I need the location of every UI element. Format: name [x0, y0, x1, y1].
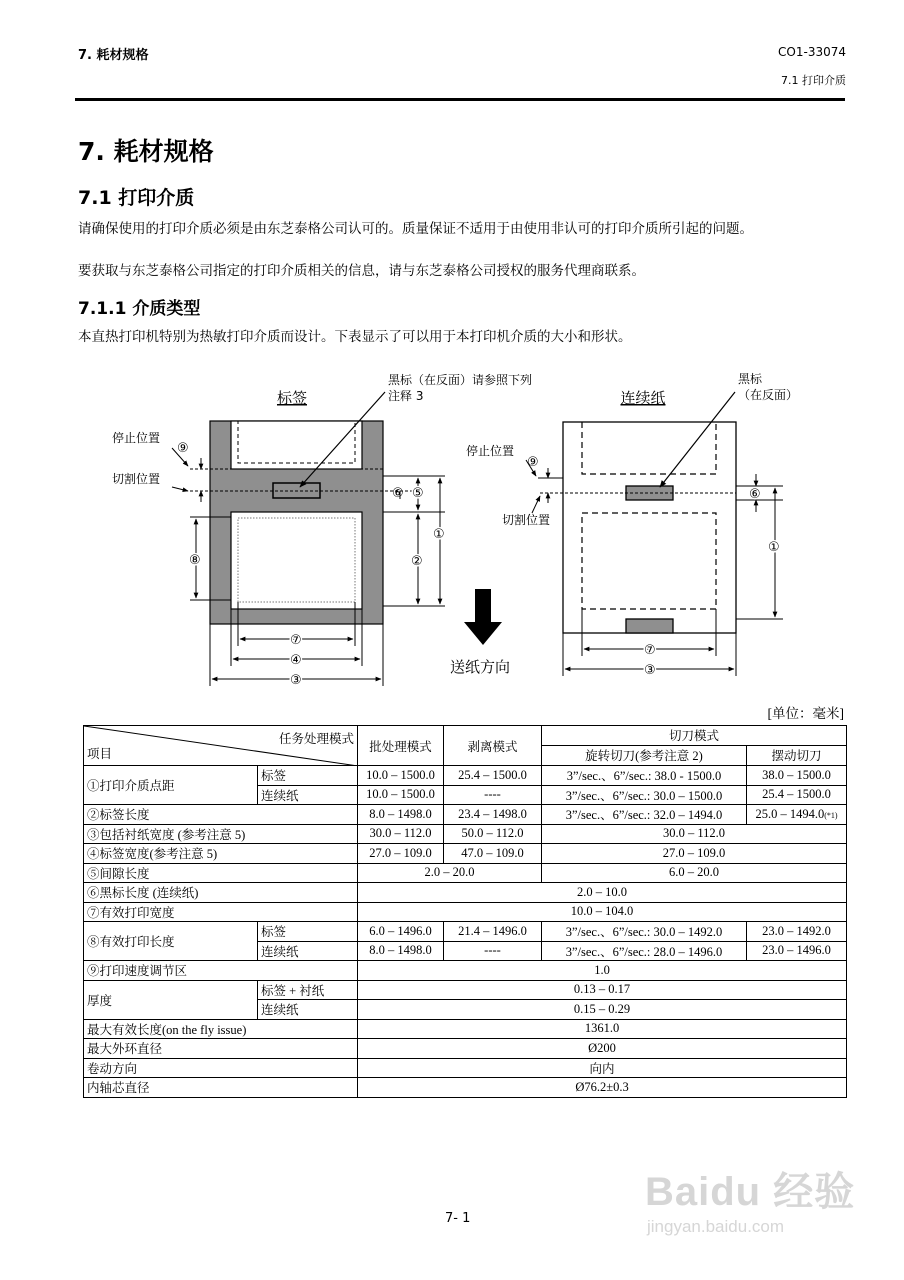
label-title: 标签 [276, 389, 308, 407]
svg-text:③: ③ [290, 673, 302, 688]
chapter-title: 7. 耗材规格 [78, 137, 214, 166]
table-header-row-2: 旋转切刀(参考注意 2) 摆动切刀 [84, 745, 847, 765]
svg-text:⑦: ⑦ [290, 633, 302, 648]
table-row: ⑨打印速度调节区 1.0 [84, 961, 847, 981]
svg-text:注释 3: 注释 3 [388, 389, 424, 403]
svg-text:④: ④ [290, 653, 302, 668]
table-row: 连续纸 10.0 – 1500.0 ---- 3”/sec.、6”/sec.: 30.0 – 1500.0 25.4 – 1500.0 [84, 785, 847, 805]
table-row: ②标签长度 8.0 – 1498.0 23.4 – 1498.0 3”/sec.、6”/sec.: 32.0 – 1494.0 25.0 – 1494.0(*1) [84, 805, 847, 825]
unit-label: [单位：毫米] [767, 706, 844, 721]
svg-text:①: ① [433, 527, 445, 542]
svg-text:③: ③ [644, 663, 656, 678]
paragraph-quality: 请确保使用的打印介质必须是由东芝泰格公司认可的。质量保证不适用于由使用非认可的打印介质所引起的问题。 [78, 221, 753, 237]
svg-text:送纸方向: 送纸方向 [450, 658, 511, 676]
table-row: ⑦有效打印宽度 10.0 – 104.0 [84, 902, 847, 922]
svg-text:⑨: ⑨ [527, 455, 539, 470]
table-row: 最大有效长度(on the fly issue) 1361.0 [84, 1019, 847, 1039]
table-header-row-1: 任务处理模式 项目 批处理模式 剥离模式 切刀模式 [84, 726, 847, 746]
table-row: 厚度 标签 + 衬纸 0.13 – 0.17 [84, 980, 847, 1000]
svg-text:①: ① [768, 540, 780, 555]
table-row: 最大外环直径 Ø200 [84, 1039, 847, 1059]
feed-direction-arrow [450, 589, 510, 676]
table-row: 连续纸 0.15 – 0.29 [84, 1000, 847, 1020]
svg-text:（在反面）: （在反面） [738, 388, 799, 402]
table-row: ④标签宽度(参考注意 5) 27.0 – 109.0 47.0 – 109.0 27.0 – 109.0 [84, 844, 847, 864]
page-number: 7- 1 [445, 1211, 471, 1226]
svg-text:⑦: ⑦ [644, 643, 656, 658]
section-title: 7.1 打印介质 [78, 187, 195, 209]
svg-text:黑标: 黑标 [738, 372, 763, 386]
subsection-title: 7.1.1 介质类型 [78, 299, 201, 319]
table-row: ③包括衬纸宽度 (参考注意 5) 30.0 – 112.0 50.0 – 112.0 30.0 – 112.0 [84, 824, 847, 844]
media-spec-table [83, 725, 847, 1098]
table-row: ⑧有效打印长度 标签 6.0 – 1496.0 21.4 – 1496.0 3”/sec.、6”/sec.: 30.0 – 1492.0 23.0 – 1492.0 [84, 922, 847, 942]
svg-text:停止位置: 停止位置 [112, 431, 161, 445]
continuous-diagram [466, 371, 798, 678]
svg-text:②: ② [411, 554, 423, 569]
svg-text:切割位置: 切割位置 [502, 513, 551, 527]
svg-text:⑥: ⑥ [392, 486, 404, 501]
table-row: 卷动方向 向内 [84, 1058, 847, 1078]
paragraph-contact: 要获取与东芝泰格公司指定的打印介质相关的信息，请与东芝泰格公司授权的服务代理商联系。 [78, 263, 645, 279]
diagonal-header-cell: 任务处理模式 项目 [84, 726, 358, 766]
svg-text:停止位置: 停止位置 [466, 444, 515, 458]
label-diagram [112, 372, 532, 688]
svg-text:黑标（在反面）请参照下列: 黑标（在反面）请参照下列 [388, 373, 533, 387]
table-row: 内轴芯直径 Ø76.2±0.3 [84, 1078, 847, 1098]
table-row: ①打印介质点距 标签 10.0 – 1500.0 25.4 – 1500.0 3”/sec.、6”/sec.: 38.0 - 1500.0 38.0 – 1500.0 [84, 766, 847, 786]
paragraph-media-intro: 本直热打印机特别为热敏打印介质而设计。下表显示了可以用于本打印机介质的大小和形状。 [78, 329, 632, 345]
table-row: ⑥黑标长度 (连续纸) 2.0 – 10.0 [84, 883, 847, 903]
baidu-watermark: Baidu 经验 jingyan.baidu.com [645, 1170, 856, 1236]
svg-text:切割位置: 切割位置 [112, 472, 161, 486]
table-row: 连续纸 8.0 – 1498.0 ---- 3”/sec.、6”/sec.: 28.0 – 1496.0 23.0 – 1496.0 [84, 941, 847, 961]
svg-text:⑥: ⑥ [749, 487, 761, 502]
doc-number: CO1-33074 [778, 45, 846, 59]
svg-text:⑤: ⑤ [412, 486, 424, 501]
running-header-section: 7.1 打印介质 [781, 74, 846, 87]
svg-text:⑧: ⑧ [189, 553, 201, 568]
running-header-chapter: 7. 耗材规格 [78, 48, 149, 63]
svg-text:连续纸: 连续纸 [620, 389, 666, 407]
table-row: ⑤间隙长度 2.0 – 20.0 6.0 – 20.0 [84, 863, 847, 883]
svg-text:⑨: ⑨ [177, 441, 189, 456]
